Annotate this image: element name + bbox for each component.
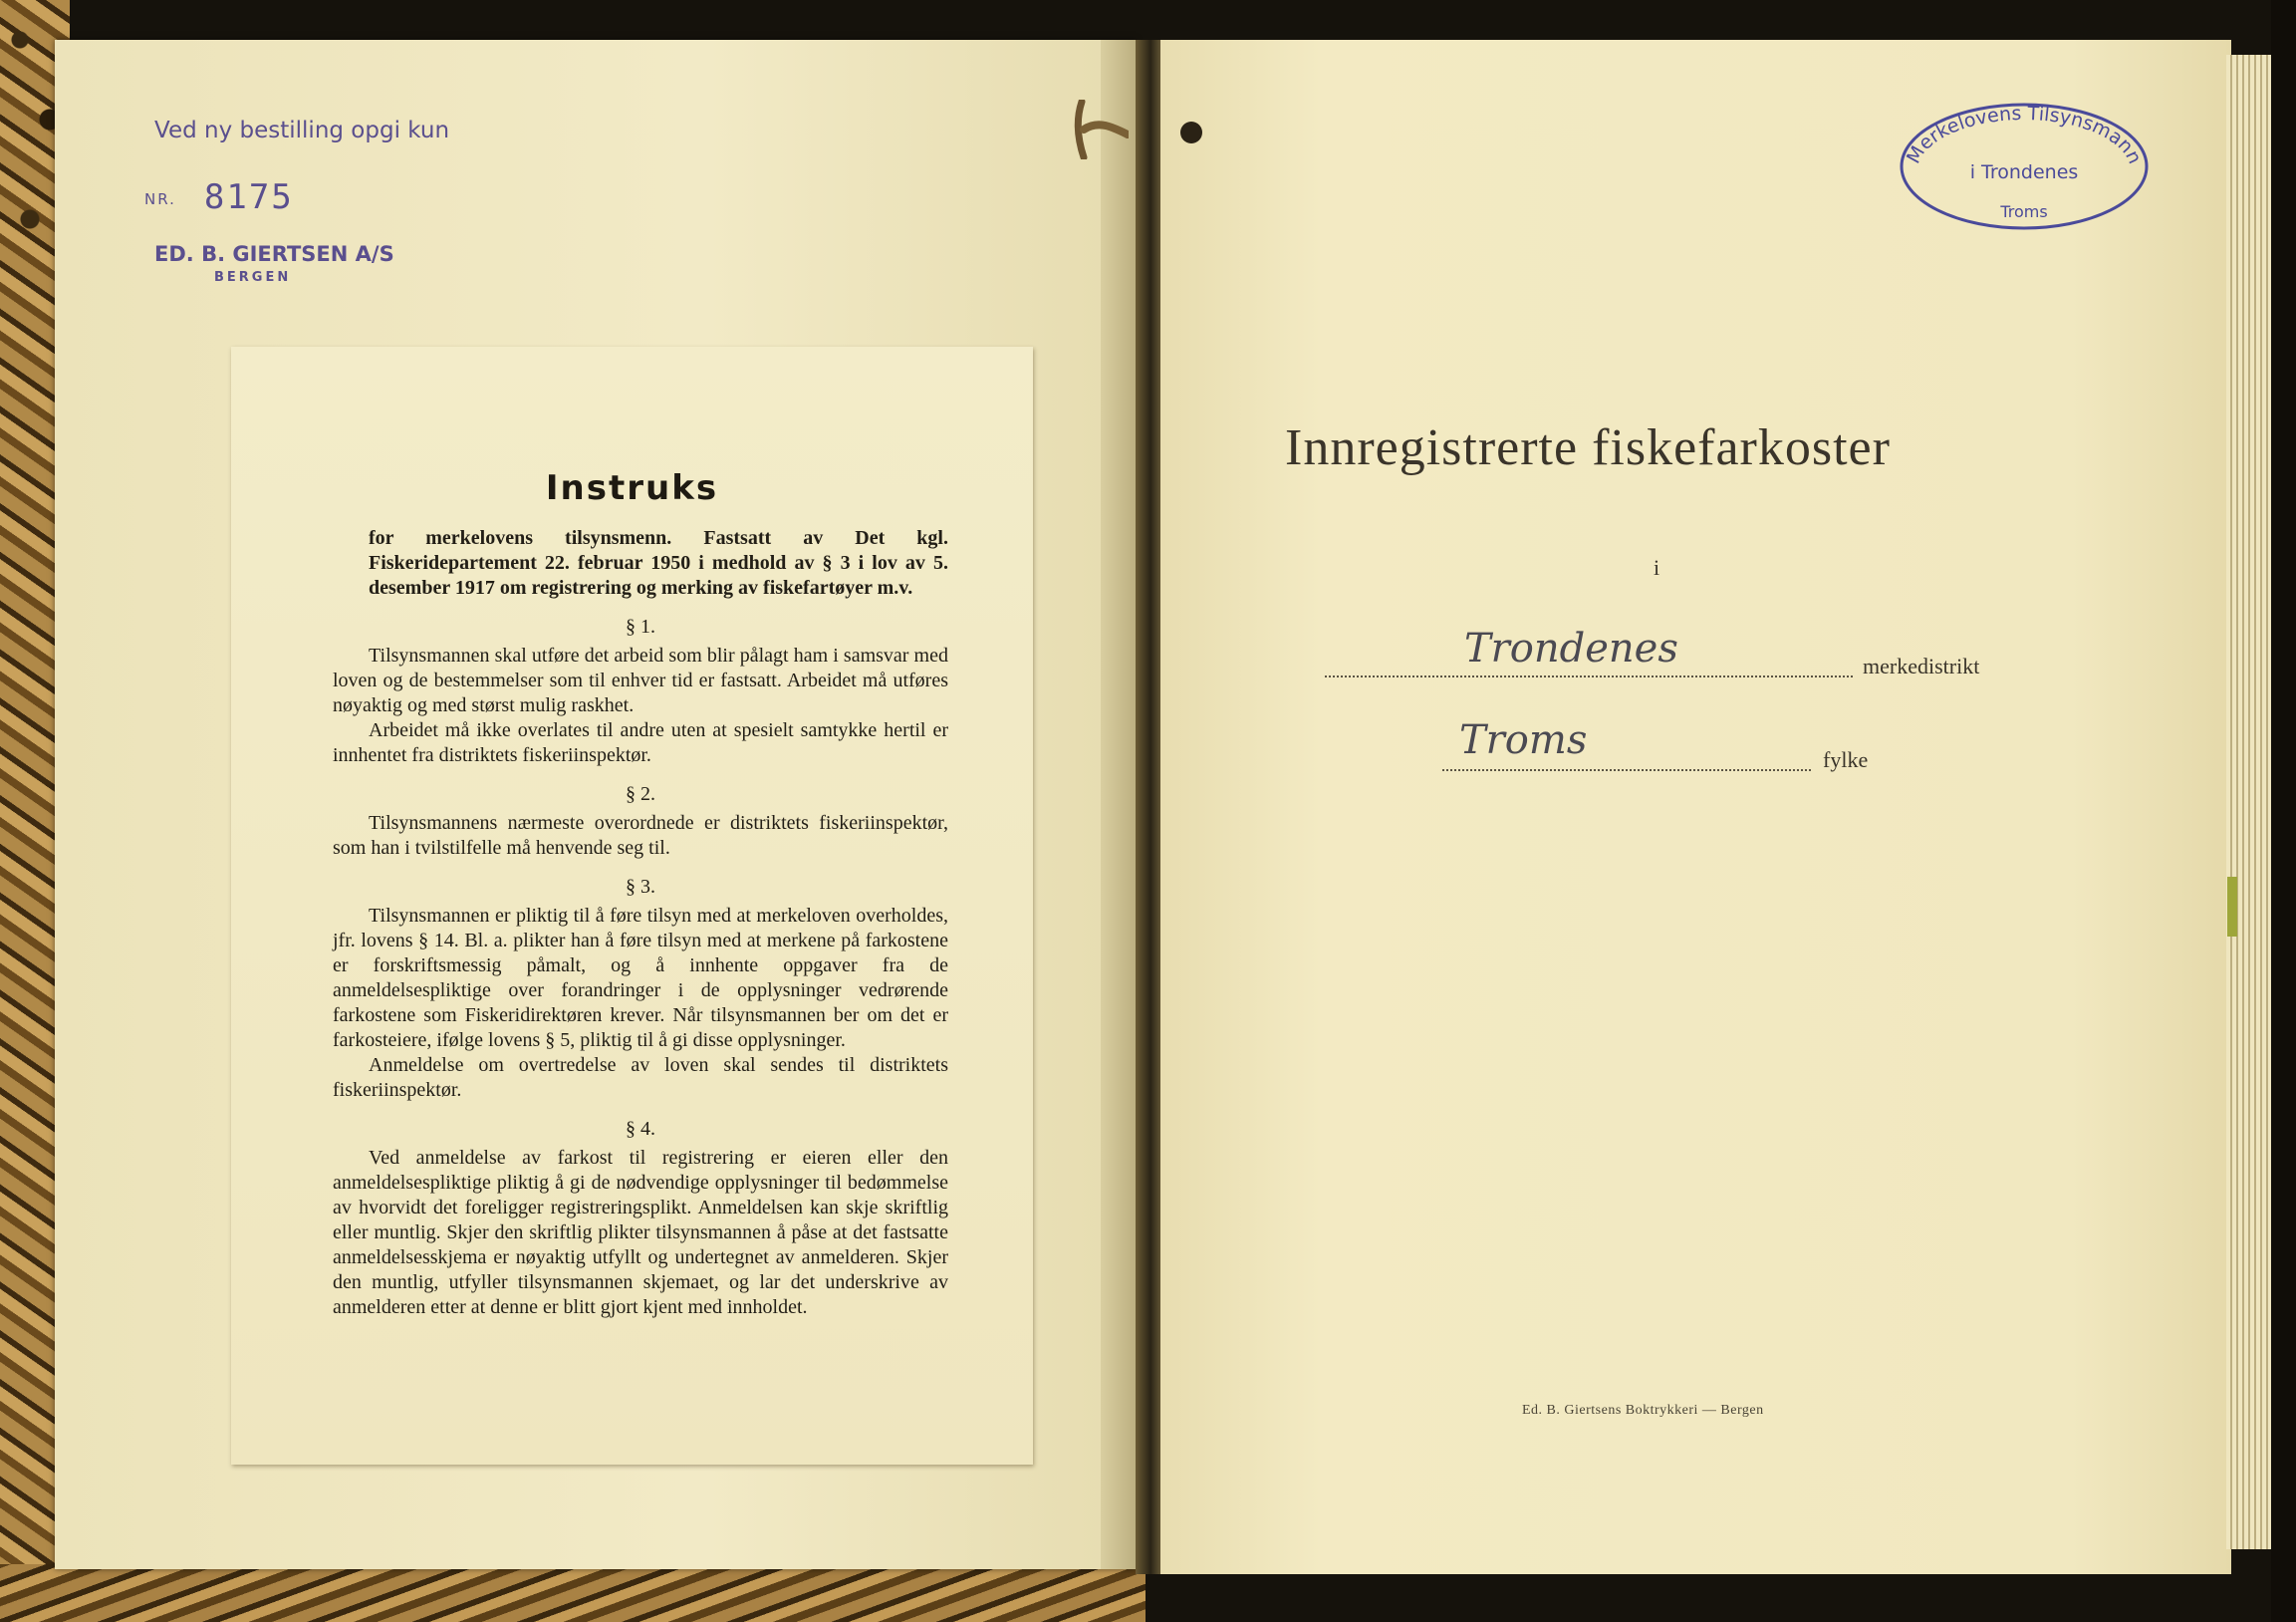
page-stack-edges: [2226, 55, 2271, 1549]
sheet-subtitle: for merkelovens tilsynsmenn. Fastsatt av Det kgl. Fiskeridepartement 22. februar 1950 i medhold av § 3 i lov av 5. desember 1917 om registrering og merking av fiskefartøyer m.v.: [369, 527, 948, 599]
order-number-stamp: [144, 177, 294, 217]
district-label: merkedistrikt: [1863, 654, 1980, 678]
binding-hole: [1180, 122, 1202, 143]
district-handwritten-value: Trondenes: [1464, 626, 1678, 672]
title-preposition: i: [1654, 555, 1660, 580]
stamp-middle-text: i Trondenes: [1969, 161, 2079, 183]
left-page-edge: [1101, 40, 1141, 1569]
section-heading: § 2.: [626, 783, 655, 805]
nr-label: NR.: [144, 189, 176, 208]
stamp-top-text: Merkelovens Tilsynsmann: [1902, 102, 2147, 167]
section-paragraph: Tilsynsmannen skal utføre det arbeid som blir pålagt ham i samsvar med loven og de bestemmelser som til enhver tid er fastsatt. Arbeidet må utføres nøyaktig og med størst mulig raskhet.: [333, 645, 948, 716]
register-title: Innregistrerte fiskefarkoster: [1285, 419, 1891, 476]
section-paragraph: Anmeldelse om overtredelse av loven skal sendes til distriktets fiskeriinspektør.: [333, 1054, 948, 1101]
background-edge: [2271, 0, 2296, 1622]
binding-string-icon: [1074, 100, 1129, 159]
stamp-bottom-text: Troms: [2000, 202, 2048, 221]
company-stamp: ED. B. GIERTSEN A/S: [154, 242, 394, 266]
county-label: fylke: [1823, 747, 1869, 772]
section-heading: § 4.: [626, 1118, 655, 1140]
section-paragraph: Tilsynsmannens nærmeste overordnede er distriktets fiskeriinspektør, som han i tvilstilfelle må henvende seg til.: [333, 812, 948, 859]
company-city-stamp: BERGEN: [214, 270, 292, 285]
instruction-sheet: [231, 347, 1033, 1465]
section-paragraph: Tilsynsmannen er pliktig til å føre tilsyn med at merkeloven overholdes, jfr. lovens § 14. Bl. a. plikter han å føre tilsyn med at merkene på farkostene er forskriftsmessig påmalt, og å innhente oppgaver fra de anmeldelsespliktige over forandringer i de opplysninger vedrørende farkostene som Fiskeridirektøren krever. Når tilsynsmannen ber om det er farkosteiere, ifølge lovens § 5, pliktig til å gi disse opplysninger.: [333, 905, 948, 1051]
county-dotted-line: [1442, 769, 1811, 771]
page-tab: [2227, 877, 2237, 937]
inspector-oval-stamp: [1898, 100, 2152, 234]
right-page: [1160, 40, 2231, 1574]
county-handwritten-value: Troms: [1459, 717, 1588, 763]
district-dotted-line: [1325, 676, 1853, 677]
order-stamp-line: Ved ny bestilling opgi kun: [154, 118, 450, 143]
printer-imprint: Ed. B. Giertsens Boktrykkeri — Bergen: [1522, 1403, 1764, 1418]
section-paragraph: Arbeidet må ikke overlates til andre uten at spesielt samtykke hertil er innhentet fra distriktets fiskeriinspektør.: [333, 719, 948, 766]
section-heading: § 3.: [626, 876, 655, 898]
order-number: 8175: [203, 177, 294, 217]
cover-edge-bottom: [0, 1564, 1146, 1622]
sheet-body: [333, 526, 948, 1320]
section-heading: § 1.: [626, 616, 655, 638]
section-paragraph: Ved anmeldelse av farkost til registrering er eieren eller den anmeldelsespliktige pliktig å gi de nødvendige opplysninger til bedømmelse av hvorvidt det foreligger registreringsplikt. Anmeldelsen kan skje skriftlig eller muntlig. Skjer den skriftlig plikter tilsynsmannen å påse at det fastsatte anmeldelsesskjema er nøyaktig utfyllt og undertegnet av anmelderen. Skjer den muntlig, utfyller tilsynsmannen skjemaet, og lar det underskrive av anmelderen etter at denne er blitt gjort kjent med innholdet.: [333, 1147, 948, 1318]
sheet-title: Instruks: [545, 468, 719, 508]
